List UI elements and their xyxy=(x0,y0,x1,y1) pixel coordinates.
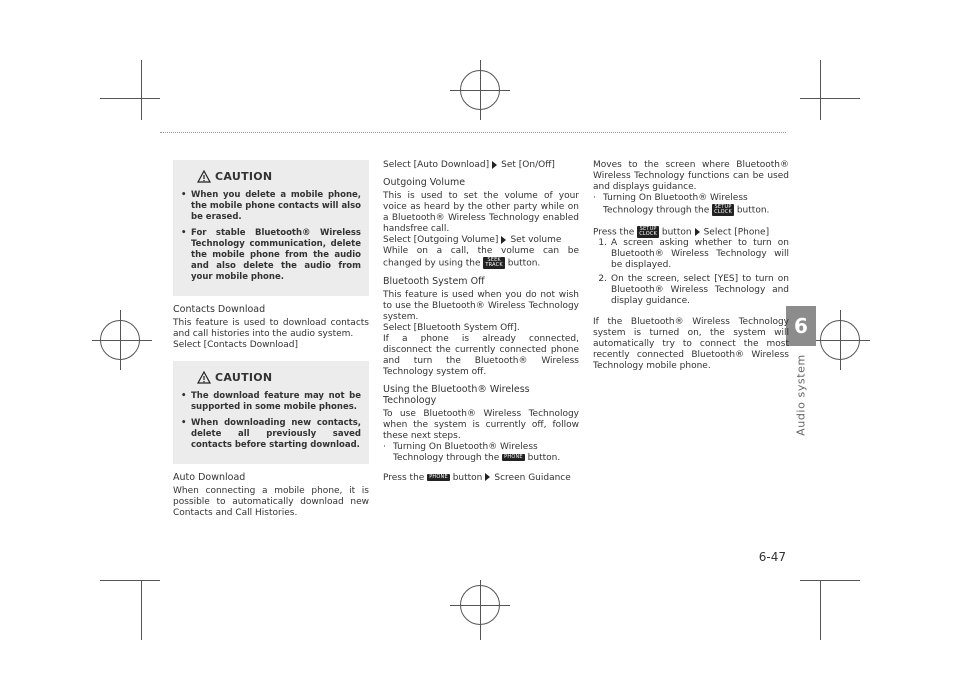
paragraph: This feature is used to download contacts and call histories into the audio system. xyxy=(173,318,369,339)
crop-mark xyxy=(820,60,821,120)
instruction: Select [Bluetooth System Off]. xyxy=(383,322,520,333)
caution-bullet: • When you delete a mobile phone, the mobile phone contacts will also be erased. xyxy=(181,190,361,222)
arrow-right-icon xyxy=(485,473,490,481)
arrow-right-icon xyxy=(501,236,506,244)
crop-mark xyxy=(800,580,860,581)
caution-bullet: • The download feature may not be supported in some mobile phones. xyxy=(181,391,361,412)
section-heading: Using the Bluetooth® Wireless Technology xyxy=(383,383,530,406)
paragraph: Moves to the screen where Bluetooth® Wireless Technology functions can be used and displays guidance. xyxy=(593,160,789,192)
numbered-step: 2. On the screen, select [YES] to turn on Bluetooth® Wireless Technology and display guidance. xyxy=(598,274,789,306)
paragraph: While on a call, the volume can be changed by using the SEEK TRACK button. xyxy=(383,246,579,269)
crop-mark xyxy=(820,580,821,640)
phone-button-icon: PHONE xyxy=(429,473,448,480)
instruction: Press the SETUP CLOCK button Select [Phone] xyxy=(593,225,770,237)
chapter-tab: 6 xyxy=(786,306,816,346)
header-rule xyxy=(160,132,786,133)
paragraph: This is used to set the volume of your voice as heard by the other party while on a Bluetooth® Wireless Technology enabled handsfree call. xyxy=(383,191,579,234)
caution-bullet: • For stable Bluetooth® Wireless Technology communication, delete the mobile phone from the audio and also delete the audio from your mobile phone. xyxy=(181,228,361,282)
caution-box xyxy=(173,160,369,296)
seek-track-button-icon: SEEK TRACK xyxy=(485,257,503,268)
instruction: Select [Auto Download] Set [On/Off] xyxy=(383,160,555,170)
instruction: Select [Contacts Download] xyxy=(173,340,298,350)
warning-icon xyxy=(197,170,211,183)
crop-mark xyxy=(100,580,160,581)
paragraph: If a phone is already connected, disconnect the currently connected phone and turn the Bluetooth® Wireless Technology system off. xyxy=(383,333,579,377)
instruction: Select [Outgoing Volume] Set volume xyxy=(383,235,562,245)
instruction: Press the PHONE button Screen Guidance xyxy=(383,472,571,483)
crop-mark xyxy=(800,98,860,99)
phone-button-icon: PHONE xyxy=(504,453,523,460)
paragraph: If the Bluetooth® Wireless Technology system is turned on, the system will automatically try to connect the most recently connected Bluetooth® Wireless Technology mobile phone. xyxy=(593,317,789,371)
arrow-right-icon xyxy=(492,161,497,169)
paragraph: When connecting a mobile phone, it is possible to automatically download new Contacts and Call Histories. xyxy=(173,486,369,518)
registration-circle xyxy=(460,70,500,110)
caution-bullet: • When downloading new contacts, delete all previously saved contacts before starting download. xyxy=(181,418,361,450)
section-heading: Outgoing Volume xyxy=(383,177,466,188)
chapter-label xyxy=(788,350,814,440)
crop-mark xyxy=(141,60,142,120)
registration-circle xyxy=(100,320,140,360)
section-heading: Contacts Download xyxy=(173,304,266,315)
column-1 xyxy=(173,160,369,525)
registration-circle xyxy=(460,585,500,625)
caution-header xyxy=(181,170,361,183)
numbered-step: 1. A screen asking whether to turn on Bluetooth® Wireless Technology will be displayed. xyxy=(598,238,789,270)
paragraph: To use Bluetooth® Wireless Technology when the system is currently off, follow these next steps. xyxy=(383,408,579,441)
sub-bullet: · Turning On Bluetooth® Wireless Technology through the SETUP CLOCK button. xyxy=(593,193,770,216)
paragraph: This feature is used when you do not wish to use the Bluetooth® Wireless Technology system. xyxy=(383,289,579,322)
column-2 xyxy=(383,160,579,490)
setup-clock-button-icon: SETUP CLOCK xyxy=(714,204,732,215)
section-heading: Auto Download xyxy=(173,472,246,483)
chapter-label-text: Audio system xyxy=(794,354,808,436)
caution-title: CAUTION xyxy=(215,170,273,183)
warning-icon xyxy=(197,371,211,384)
caution-title: CAUTION xyxy=(215,371,273,384)
page-number: 6-47 xyxy=(758,550,786,564)
caution-header xyxy=(181,371,361,384)
registration-circle xyxy=(820,320,860,360)
column-3 xyxy=(593,160,789,378)
arrow-right-icon xyxy=(695,228,700,236)
crop-mark xyxy=(100,98,160,99)
section-heading: Bluetooth System Off xyxy=(383,275,485,287)
caution-box xyxy=(173,361,369,464)
crop-mark xyxy=(141,580,142,640)
sub-bullet: · Turning On Bluetooth® Wireless Technology through the PHONE button. xyxy=(383,441,561,463)
setup-clock-button-icon: SETUP CLOCK xyxy=(639,225,658,237)
